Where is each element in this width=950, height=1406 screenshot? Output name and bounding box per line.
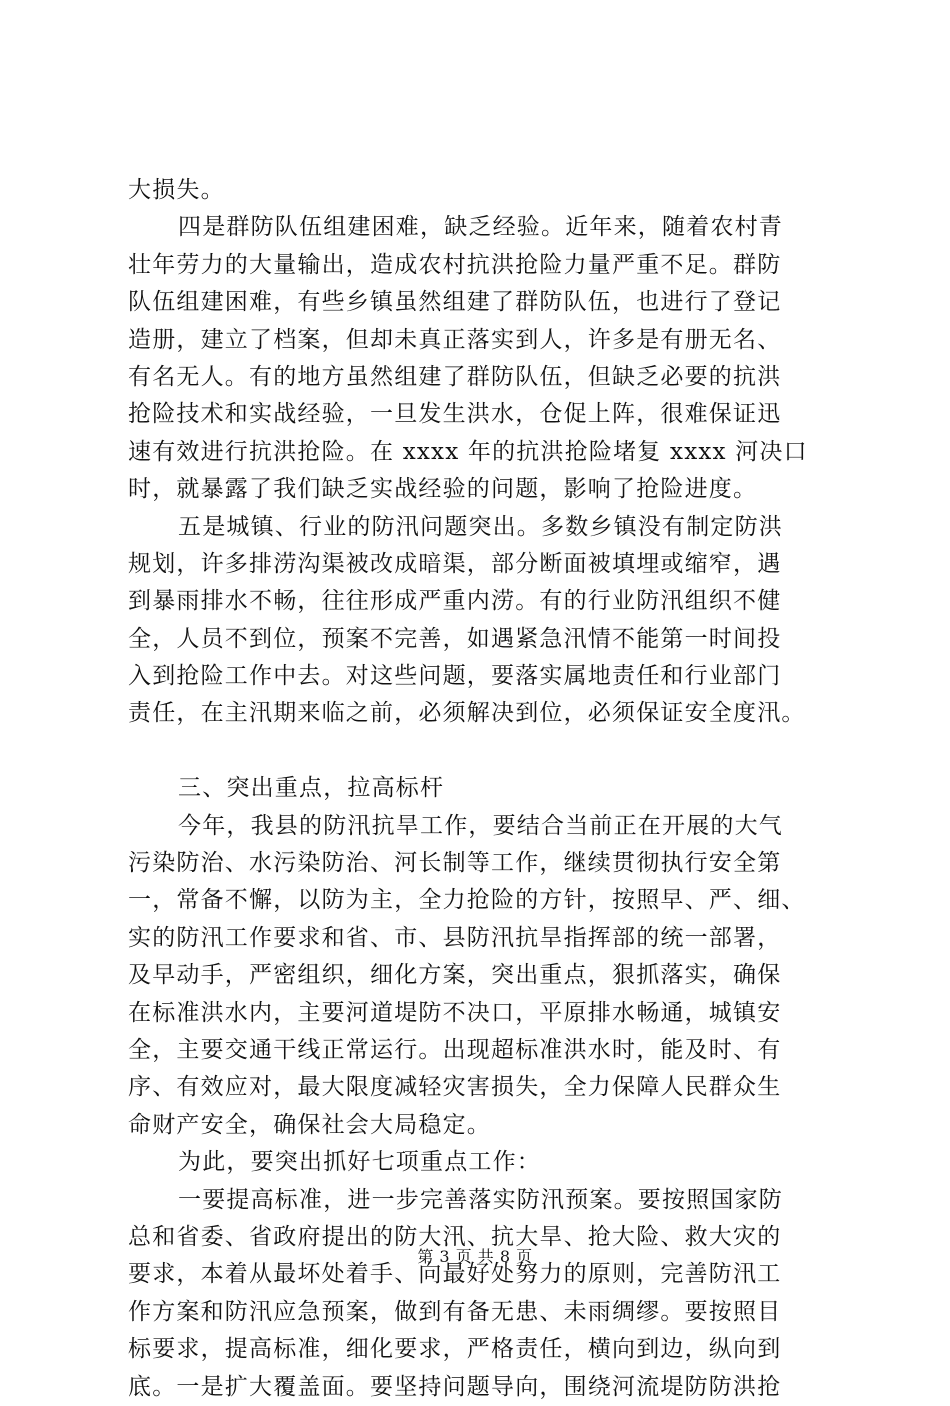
- text-line: 标要求，提高标准，细化要求，严格责任，横向到边，纵向到: [128, 1336, 782, 1363]
- text-line: 全，人员不到位，预案不完善，如遇紧急汛情不能第一时间投: [128, 625, 782, 652]
- text-line: 为此，要突出抓好七项重点工作：: [178, 1149, 541, 1176]
- text-line: 四是群防队伍组建困难，缺乏经验。近年来，随着农村青: [178, 214, 783, 241]
- text-line: 在标准洪水内，主要河道堤防不决口，平原排水畅通，城镇安: [128, 999, 782, 1026]
- text-line: 全，主要交通干线正常运行。出现超标准洪水时，能及时、有: [128, 1036, 782, 1063]
- text-line: 实的防汛工作要求和省、市、县防汛抗旱指挥部的统一部署，: [128, 924, 782, 951]
- text-line: 队伍组建困难，有些乡镇虽然组建了群防队伍，也进行了登记: [128, 289, 782, 316]
- text-line: 时，就暴露了我们缺乏实战经验的问题，影响了抢险进度。: [128, 476, 758, 503]
- text-line: 一要提高标准，进一步完善落实防汛预案。要按照国家防: [178, 1186, 783, 1213]
- text-line: 责任，在主汛期来临之前，必须解决到位，必须保证安全度汛。: [128, 700, 806, 727]
- text-line: 命财产安全，确保社会大局稳定。: [128, 1111, 491, 1138]
- text-line: 规划，许多排涝沟渠被改成暗渠，部分断面被填埋或缩窄，遇: [128, 550, 782, 577]
- paragraph-intro: [128, 172, 828, 209]
- text-line: 到暴雨排水不畅，往往形成严重内涝。有的行业防汛组织不健: [128, 588, 782, 615]
- text-line: 底。一是扩大覆盖面。要坚持问题导向，围绕河流堤防防洪抢: [128, 1373, 782, 1400]
- text-line: 入到抢险工作中去。对这些问题，要落实属地责任和行业部门: [128, 663, 782, 690]
- text-line: 总和省委、省政府提出的防大汛、抗大旱、抢大险、救大灾的: [128, 1223, 782, 1250]
- paragraph-five: [128, 509, 828, 733]
- text-line: 大损失。: [128, 177, 225, 203]
- text-line: 及早动手，严密组织，细化方案，突出重点，狠抓落实，确保: [128, 962, 782, 989]
- paragraph-task-one: [128, 1182, 828, 1406]
- text-line: 造册，建立了档案，但却未真正落实到人，许多是有册无名、: [128, 326, 782, 353]
- paragraph-four: [128, 209, 828, 508]
- text-line: 壮年劳力的大量输出，造成农村抗洪抢险力量严重不足。群防: [128, 251, 782, 278]
- text-line: 作方案和防汛应急预案，做到有备无患、未雨绸缪。要按照目: [128, 1298, 782, 1325]
- text-line: 五是城镇、行业的防汛问题突出。多数乡镇没有制定防洪: [178, 513, 783, 540]
- page-number-footer: 第 3 页 共 8 页: [417, 1247, 533, 1266]
- text-line: 要求，本着从最坏处着手、向最好处努力的原则，完善防汛工: [128, 1261, 782, 1288]
- text-line: 有名无人。有的地方虽然组建了群防队伍，但缺乏必要的抗洪: [128, 363, 782, 390]
- paragraph-gap: [128, 733, 828, 770]
- text-line: 污染防治、水污染防治、河长制等工作，继续贯彻执行安全第: [128, 850, 782, 877]
- document-body: [128, 172, 828, 1406]
- text-line: 一，常备不懈，以防为主，全力抢险的方针，按照早、严、细、: [128, 887, 806, 914]
- text-line: 序、有效应对，最大限度减轻灾害损失，全力保障人民群众生: [128, 1074, 782, 1101]
- text-line: 抢险技术和实战经验，一旦发生洪水，仓促上阵，很难保证迅: [128, 401, 782, 428]
- text-line: 今年，我县的防汛抗旱工作，要结合当前正在开展的大气: [178, 812, 783, 839]
- paragraph-this-year: [128, 808, 828, 1145]
- text-line: 速有效进行抗洪抢险。在 xxxx 年的抗洪抢险堵复 xxxx 河决口: [128, 438, 808, 465]
- paragraph-seven-tasks: [128, 1144, 828, 1181]
- section-heading: 三、突出重点，拉高标杆: [178, 775, 445, 802]
